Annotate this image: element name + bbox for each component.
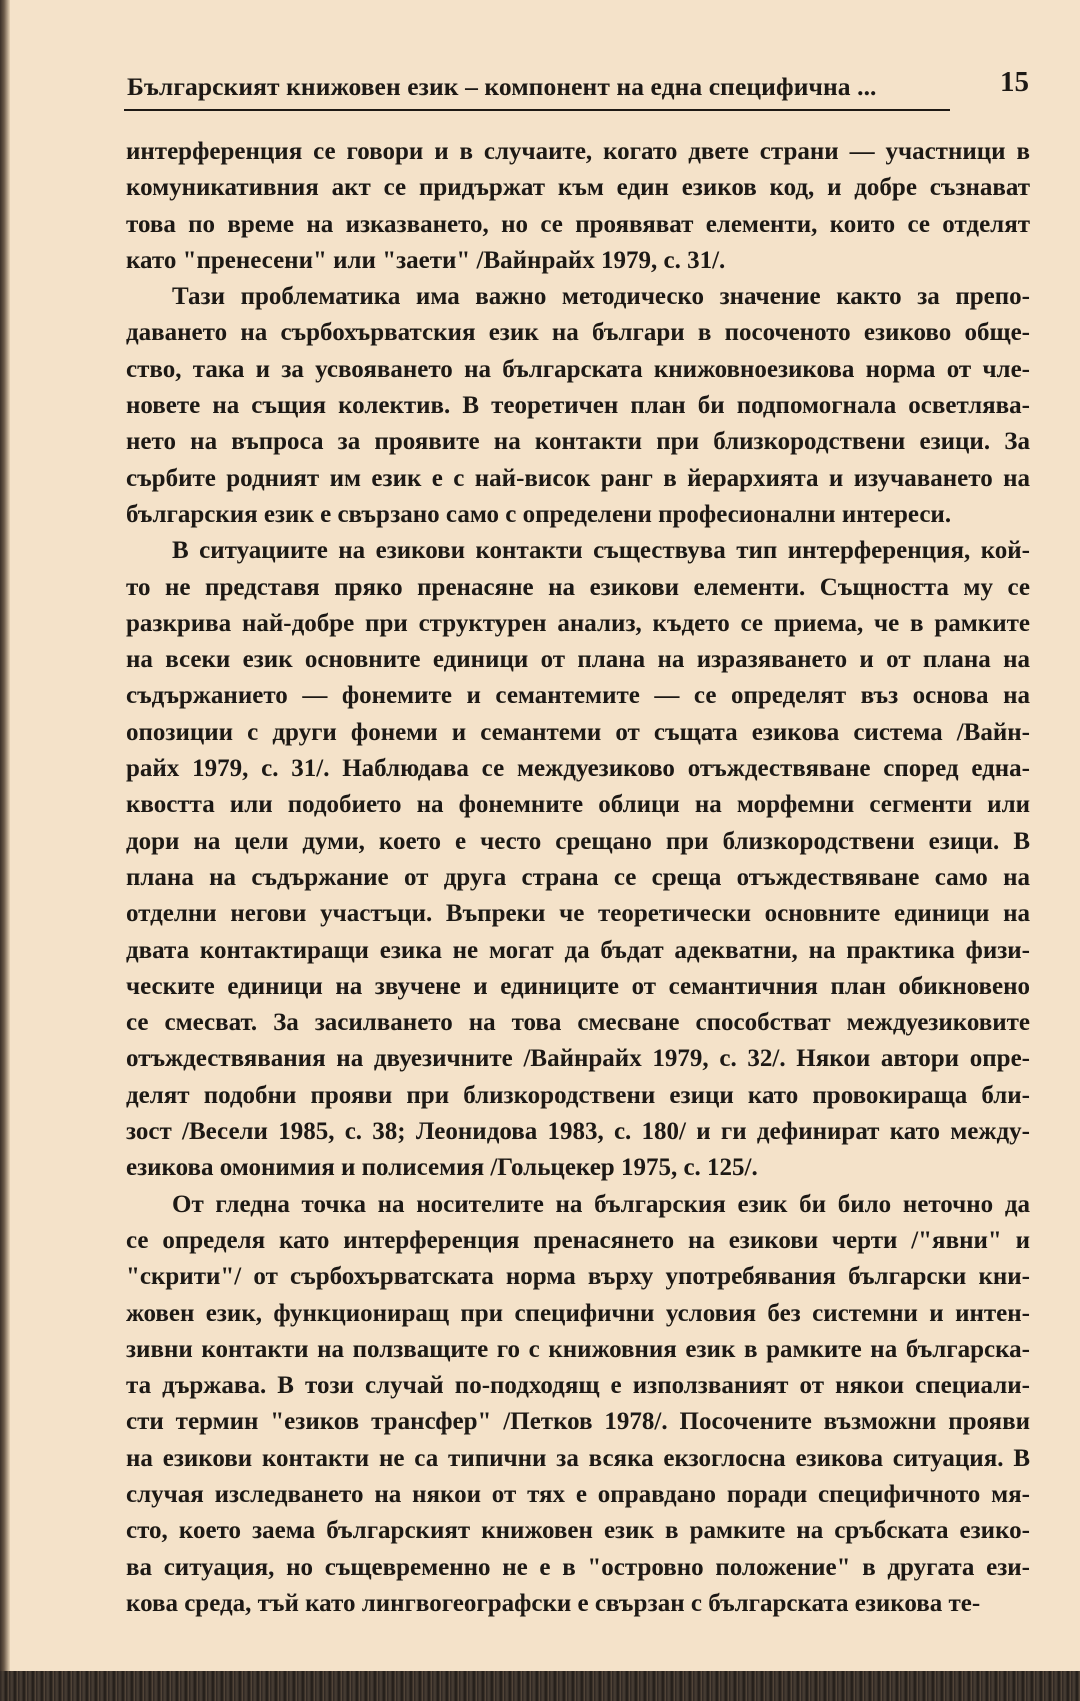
text-line: зост /Весели 1985, с. 38; Леонидова 1983, с. 180/ и ги дефинират като между- bbox=[126, 1118, 1030, 1146]
text-line: сти термин "езиков трансфер" /Петков 1978/. Посочените възможни прояви bbox=[126, 1408, 1030, 1436]
text-line: то не представя пряко пренасяне на езикови елементи. Същността му се bbox=[126, 573, 1030, 601]
text-line: езикова омонимия и полисемия /Гольцекер 1975, с. 125/. bbox=[126, 1154, 758, 1182]
text-line: съдържанието — фонемите и семантемите — се определят въз основа на bbox=[126, 682, 1030, 710]
text-line: сърбите родният им език е с най-висок ранг в йерархията и изучаването на bbox=[126, 464, 1030, 492]
text-line: отделни негови участъци. Въпреки че теоретически основните единици на bbox=[126, 900, 1030, 928]
running-head bbox=[127, 64, 1047, 110]
text-line: на езикови контакти не са типични за всяка екзоглосна езикова ситуация. В bbox=[126, 1444, 1030, 1472]
text-line: делят подобни прояви при близкородствени езици като провокираща бли- bbox=[126, 1081, 1030, 1109]
page-edge-shadow bbox=[0, 0, 10, 1701]
paragraph bbox=[126, 134, 1030, 279]
text-line: В ситуациите на езикови контакти съществува тип интерференция, кой- bbox=[172, 537, 1030, 565]
text-line: случая изследването на някои от тях е оправдано поради специфичното мя- bbox=[126, 1480, 1030, 1508]
body-text bbox=[126, 134, 1030, 1622]
text-line: ство, така и за усвояването на българската книжовноезикова норма от чле- bbox=[126, 355, 1030, 383]
text-line: От гледна точка на носителите на българския език би било неточно да bbox=[172, 1190, 1030, 1218]
text-line: комуникативния акт се придържат към един езиков код, и добре съзнават bbox=[126, 174, 1030, 202]
text-line: отъждествявания на двуезичните /Вайнрайх 1979, с. 32/. Някои автори опре- bbox=[126, 1045, 1030, 1073]
text-line: та държава. В този случай по-подходящ е използваният от някои специали- bbox=[126, 1372, 1030, 1400]
page-number: 15 bbox=[1000, 66, 1029, 98]
text-line: жовен език, функциониращ при специфични условия без системни и интен- bbox=[126, 1299, 1030, 1327]
text-line: българския език е свързано само с определени професионални интереси. bbox=[126, 500, 952, 528]
text-line: се смесват. За засилването на това смесване способстват междуезиковите bbox=[126, 1009, 1030, 1037]
text-line: "скрити"/ от сърбохърватската норма върху употребявания български кни- bbox=[126, 1263, 1030, 1291]
text-line: разкрива най-добре при структурен анализ, където се приема, че в рамките bbox=[126, 609, 1030, 637]
paragraph bbox=[126, 533, 1030, 1186]
running-title: Българският книжовен език – компонент на една специфична ... bbox=[127, 72, 877, 101]
text-line: райх 1979, с. 31/. Наблюдава се междуезиково отъждествяване според една- bbox=[126, 755, 1030, 783]
text-line: зивни контакти на ползващите го с книжовния език в рамките на българска- bbox=[126, 1335, 1030, 1363]
scan-bottom-edge bbox=[0, 1671, 1080, 1701]
text-line: това по време на изказването, но се проявяват елементи, които се отделят bbox=[126, 210, 1030, 238]
text-line: новете на същия колектив. В теоретичен план би подпомогнала осветлява- bbox=[126, 392, 1030, 420]
text-line: като "пренесени" или "заети" /Вайнрайх 1979, с. 31/. bbox=[126, 246, 726, 274]
text-line: даването на сърбохърватския език на българи в посоченото езиково обще- bbox=[126, 319, 1030, 347]
text-line: двата контактиращи езика не могат да бъдат адекватни, на практика физи- bbox=[126, 936, 1030, 964]
paragraph bbox=[126, 279, 1030, 533]
text-line: се определя като интерференция пренасянето на езикови черти /"явни" и bbox=[126, 1226, 1030, 1254]
text-line: кова среда, тъй като лингвогеографски е свързан с българската езикова те- bbox=[126, 1589, 981, 1617]
text-line: интерференция се говори и в случаите, когато двете страни — участници в bbox=[126, 138, 1030, 165]
header-rule bbox=[124, 109, 950, 111]
text-line: на всеки език основните единици от плана на изразяването и от плана на bbox=[126, 646, 1030, 674]
text-line: дори на цели думи, което е често срещано при близкородствени езици. В bbox=[126, 827, 1030, 855]
text-line: квостта или подобието на фонемните облици на морфемни сегменти или bbox=[126, 791, 1030, 819]
paragraph bbox=[126, 1187, 1030, 1623]
text-line: нето на въпроса за проявите на контакти при близкородствени езици. За bbox=[126, 428, 1030, 456]
text-line: опозиции с други фонеми и семантеми от същата езикова система /Вайн- bbox=[126, 718, 1030, 746]
text-line: ческите единици на звучене и единиците от семантичния план обикновено bbox=[126, 972, 1030, 1000]
text-line: плана на съдържание от друга страна се среща отъждествяване само на bbox=[126, 863, 1030, 891]
text-line: Тази проблематика има важно методическо значение както за препо- bbox=[172, 283, 1030, 311]
text-line: ва ситуация, но същевременно не е в "островно положение" в другата ези- bbox=[126, 1553, 1030, 1581]
text-line: сто, което заема българският книжовен език в рамките на сръбската езико- bbox=[126, 1517, 1030, 1545]
